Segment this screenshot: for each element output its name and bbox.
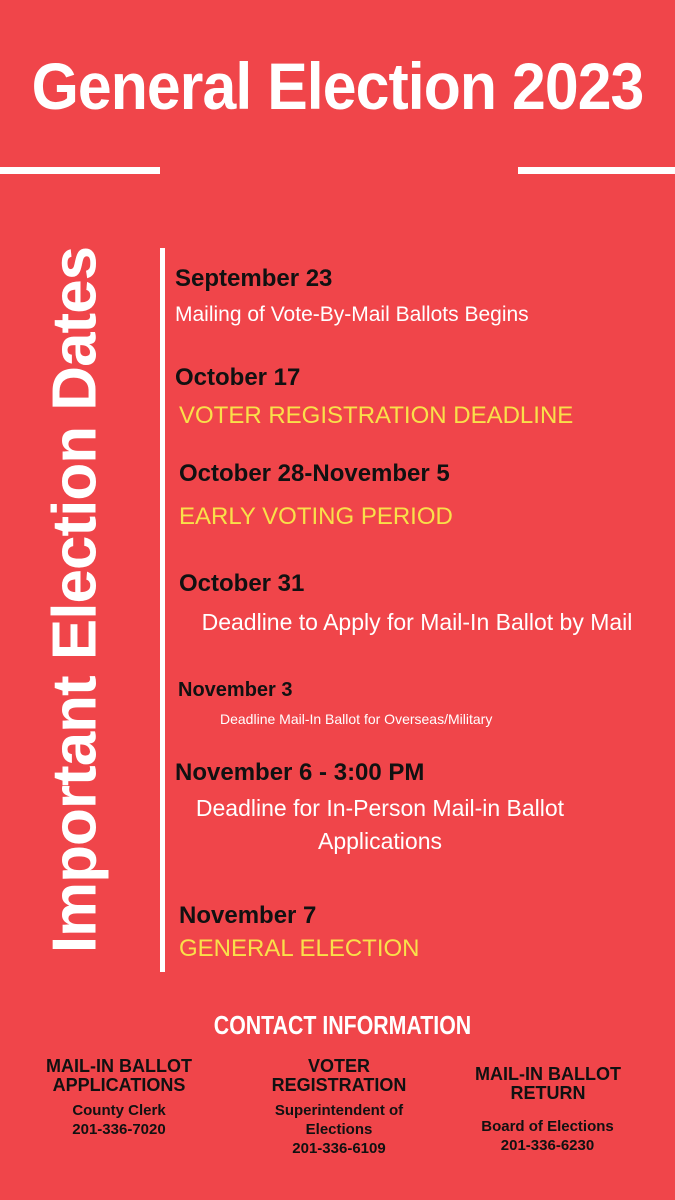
date-label: November 7 [179,902,317,929]
date-label: October 31 [179,570,305,597]
date-description: Deadline Mail-In Ballot for Overseas/Military [220,711,493,727]
contact-phone: 201-336-7020 [72,1121,166,1138]
title-divider-left [0,167,160,174]
contact-column-mail-in-applications [30,1057,208,1139]
contact-office: Board of Elections [481,1118,614,1135]
date-description: GENERAL ELECTION [179,935,420,962]
contact-heading: MAIL-IN BALLOT RETURN [475,1064,621,1103]
side-title: Important Election Dates [40,246,110,954]
contact-heading: MAIL-IN BALLOT APPLICATIONS [46,1056,192,1095]
timeline-divider [160,248,165,972]
title-divider-right [518,167,675,174]
contact-column-mail-in-return [440,1065,655,1155]
date-label: September 23 [175,265,333,292]
page-title: General Election 2023 [31,49,644,123]
contact-phone: 201-336-6230 [500,1137,595,1154]
contact-office: County Clerk [72,1102,166,1119]
date-label: November 3 [178,679,293,701]
contact-column-voter-registration [250,1057,428,1158]
contact-office: Superintendent of Elections [274,1102,404,1138]
contact-heading: VOTER REGISTRATION [271,1056,407,1095]
date-label: October 28-November 5 [179,460,450,487]
date-description: Mailing of Vote-By-Mail Ballots Begins [175,303,529,326]
contact-phone: 201-336-6109 [292,1140,386,1157]
contact-title: CONTACT INFORMATION [213,1010,472,1040]
date-description: EARLY VOTING PERIOD [179,503,453,530]
date-label: November 6 - 3:00 PM [175,759,425,786]
date-description: VOTER REGISTRATION DEADLINE [179,402,574,429]
date-label: October 17 [175,364,301,391]
date-description: Deadline to Apply for Mail-In Ballot by Mail [201,609,633,635]
date-description: Deadline for In-Person Mail-in Ballot Applications [195,795,565,854]
